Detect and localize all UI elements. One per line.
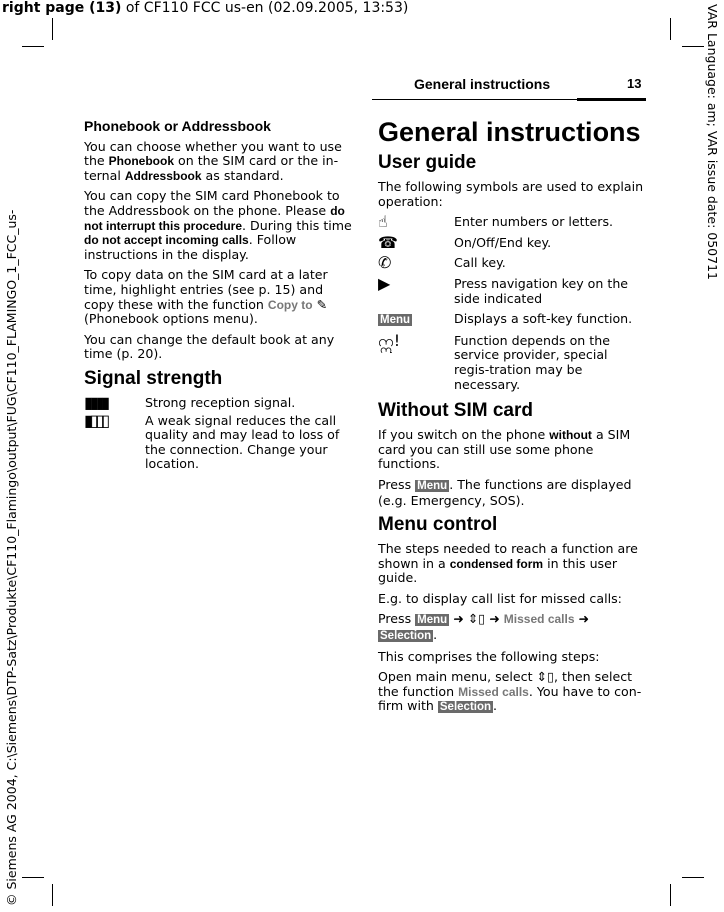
symbol-description: Displays a soft-key function.: [454, 311, 633, 327]
bold-term: do not interrupt this procedure: [84, 203, 345, 233]
bold-term: condensed form: [449, 556, 544, 571]
provider-dependent-icon: ဣ!: [378, 330, 401, 350]
weak-signal-icon: ▮▯▯▯: [84, 410, 108, 430]
text-run: To copy data on the SIM card at a later time, highlight entries (see p. 15) and copy these with the function: [84, 267, 328, 312]
crop-mark: [52, 884, 53, 906]
signal-weak-row: [84, 410, 352, 472]
print-info-rest: of CF110 FCC us-en (02.09.2005, 13:53): [121, 0, 409, 16]
navigation-key-icon: ▶: [378, 273, 391, 293]
menu-function-name: Copy to: [267, 297, 313, 312]
symbol-row: [378, 212, 646, 232]
text-run: ✎ (Phonebook options menu).: [84, 296, 328, 327]
symbol-row: [378, 232, 646, 252]
signal-text: Strong reception signal.: [145, 394, 296, 410]
text-run: on the SIM card or the in-ternal: [84, 153, 339, 183]
user-guide-heading: User guide: [378, 152, 477, 173]
text-run: . Follow instructions in the display.: [84, 232, 297, 262]
paragraph: [378, 650, 646, 665]
paragraph: [378, 612, 646, 643]
crop-mark: [22, 46, 44, 47]
softkey-label: Menu: [417, 614, 448, 627]
without-sim-heading: Without SIM card: [378, 400, 533, 422]
end-key-icon: ☎: [378, 232, 398, 252]
signal-strong-row: [84, 392, 352, 412]
crop-mark: [670, 884, 671, 906]
paragraph: [378, 542, 646, 586]
page-title: General instructions: [378, 117, 641, 147]
text-run: Press: [378, 611, 416, 627]
text-run: . You have to con-firm with: [378, 683, 642, 714]
bold-term: do not accept incoming calls: [84, 233, 249, 248]
crop-mark: [22, 877, 44, 878]
crop-mark: [52, 18, 53, 40]
crop-mark: [682, 877, 704, 878]
softkey-label: Menu: [417, 479, 448, 492]
text-run: .: [493, 698, 498, 714]
paragraph: [378, 478, 646, 508]
text-run: . During this time: [242, 217, 352, 233]
right-column: [378, 116, 646, 721]
print-info-line: [2, 0, 408, 16]
paragraph: [378, 428, 646, 472]
keypad-icon: ☝: [378, 212, 388, 232]
paragraph: [84, 140, 352, 184]
symbol-description: On/Off/End key.: [454, 234, 552, 250]
bold-term: without: [549, 428, 592, 443]
text-run: If you switch on the phone: [378, 427, 550, 443]
text-run: You can change the default book at any time (p. 20).: [84, 331, 335, 362]
running-header-title: General instructions: [414, 76, 551, 92]
text-run: ➜ ⇕▯ ➜: [449, 611, 504, 627]
paragraph: [84, 333, 352, 362]
text-run: .: [433, 627, 438, 643]
menu-function-name: Missed calls: [503, 612, 575, 627]
signal-heading: Signal strength: [84, 367, 223, 389]
text-run: E.g. to display call list for missed calls:: [378, 590, 622, 606]
header-rule-thick: [577, 98, 646, 101]
menu-control-heading: Menu control: [378, 514, 498, 536]
intro-text: The following symbols are used to explain operation:: [378, 179, 644, 209]
symbol-row: [378, 312, 646, 328]
text-run: ➜: [574, 611, 590, 627]
crop-mark: [682, 46, 704, 47]
page-number: 13: [627, 76, 642, 91]
bold-term: Phonebook: [108, 154, 175, 169]
symbol-description: Enter numbers or letters.: [454, 214, 614, 230]
left-column: [84, 119, 352, 478]
strong-signal-icon: ▮▮▮▮: [84, 392, 108, 412]
side-copyright: © Siemens AG 2004, C:\Siemens\DTP-Satz\Produkte\CF110_Flamingo\output\FUG\CF110_FLAMINGO_1_FCC_us-: [4, 209, 19, 906]
text-run: as standard.: [201, 167, 284, 183]
symbol-description: Call key.: [454, 255, 506, 271]
symbol-description: Function depends on the service provider, special regis-tration may be necessary.: [454, 332, 610, 392]
call-key-icon: ✆: [378, 253, 392, 273]
side-var-info: VAR Language: am; VAR issue date: 050711: [705, 4, 720, 280]
text-run: You can copy the SIM card Phonebook to the Addressbook on the phone. Please: [84, 188, 340, 218]
symbol-row: [378, 273, 646, 306]
bold-term: Addressbook: [124, 168, 202, 183]
print-info-bold: right page (13): [2, 0, 122, 16]
text-run: Press: [378, 476, 416, 492]
paragraph: [378, 670, 646, 715]
softkey-menu-icon: Menu: [380, 314, 411, 327]
paragraph: [378, 592, 646, 607]
softkey-label: Selection: [380, 630, 432, 643]
symbol-description: Press navigation key on the side indicated: [454, 275, 629, 306]
crop-mark: [670, 18, 671, 40]
phonebook-heading: Phonebook or Addressbook: [84, 118, 271, 134]
text-run: The steps needed to reach a function are shown in a: [378, 541, 638, 571]
text-run: Open main menu, select ⇕▯, then select the function: [378, 669, 633, 699]
text-run: This comprises the following steps:: [378, 648, 600, 664]
text-run: in this user guide.: [378, 555, 618, 586]
text-run: . The functions are displayed (e.g. Emergency, SOS).: [378, 476, 632, 508]
paragraph: [84, 268, 352, 326]
softkey-label: Selection: [439, 701, 492, 714]
symbol-row: [378, 330, 646, 392]
signal-text: A weak signal reduces the call quality and may lead to loss of the connection. Change your location.: [145, 412, 340, 472]
menu-function-name: Missed calls: [458, 684, 529, 699]
text-run: a SIM card you can still use some phone functions.: [378, 427, 631, 472]
text-run: You can choose whether you want to use the: [84, 138, 342, 169]
paragraph: [84, 189, 352, 262]
symbol-row: [378, 253, 646, 273]
